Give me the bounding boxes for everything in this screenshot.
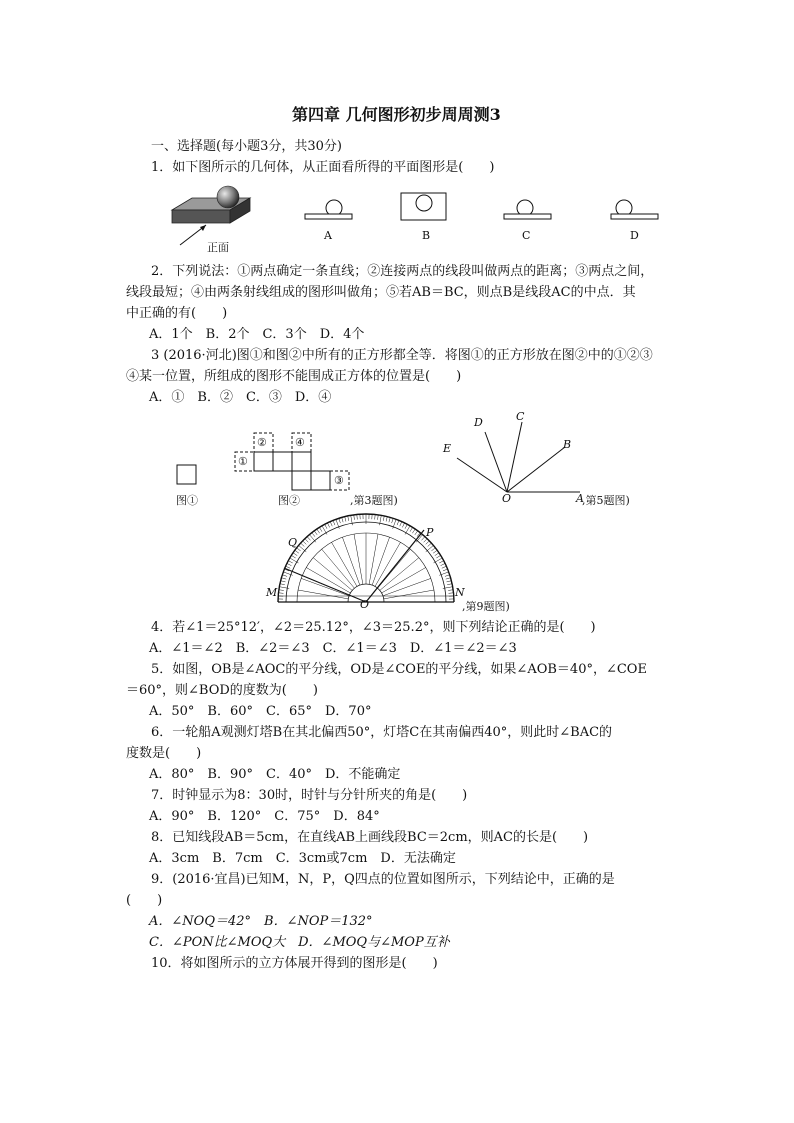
question-4-stem: 4．若∠1＝25°12′，∠2＝25.12°，∠3＝25.2°，则下列结论正确的是( ): [151, 620, 596, 635]
option-c-figure: [503, 198, 553, 220]
fig5-point-e: E: [443, 442, 452, 455]
protractor-tick: [383, 516, 384, 521]
protractor-tick: [305, 539, 308, 543]
protractor-ray: [354, 534, 363, 584]
question-3-options: A．① B．② C．③ D．④: [149, 390, 332, 405]
protractor-tick: [405, 524, 407, 528]
question-3-line-2: ④某一位置，所组成的图形不能围成正方体的位置是( ): [126, 369, 462, 384]
protractor-tick: [446, 578, 451, 579]
fig9-point-m: M: [266, 586, 278, 599]
question-5-line-2: ＝60°，则∠BOD的度数为( ): [126, 683, 318, 698]
protractor-tick: [445, 575, 450, 577]
protractor-tick: [325, 524, 327, 528]
protractor-tick: [426, 545, 434, 551]
question-9-bracket: ( ): [126, 893, 163, 908]
protractor-tick: [375, 514, 376, 519]
protractor-tick: [293, 553, 297, 556]
protractor-tick: [397, 520, 399, 525]
protractor-tick: [447, 584, 452, 585]
net-mark-2: ②: [257, 436, 267, 449]
protractor-tick: [410, 527, 413, 531]
protractor-tick: [319, 527, 322, 531]
protractor-tick: [400, 522, 402, 527]
option-b-label: B: [422, 229, 431, 242]
protractor-tick: [280, 584, 285, 585]
option-c-label: C: [522, 229, 531, 242]
net-mark-4: ④: [295, 436, 305, 449]
fig5-point-c: C: [516, 410, 525, 423]
fig3-caption: ,第3题图): [350, 494, 398, 507]
protractor-tick: [291, 555, 295, 558]
fig1-square: [176, 464, 198, 486]
net-mark-3: ③: [334, 474, 344, 487]
question-8-options: A．3cm B．7cm C．3cm或7cm D．无法确定: [149, 851, 456, 866]
net-mark-1: ①: [238, 455, 248, 468]
protractor-tick: [415, 531, 418, 535]
protractor-tick: [299, 545, 307, 551]
protractor-tick: [297, 548, 301, 551]
question-5-line-1: 5．如图，OB是∠AOC的平分线，OD是∠COE的平分线，如果∠AOB＝40°，∠COE: [151, 662, 647, 677]
protractor-tick: [354, 515, 355, 520]
question-9-stem: 9．(2016·宜昌)已知M，N，P，Q四点的位置如图所示，下列结论中，正确的是: [151, 872, 615, 887]
protractor-tick: [378, 515, 379, 520]
protractor-tick: [442, 566, 447, 568]
question-2-line-2: 线段最短；④由两条射线组成的图形叫做角；⑤若AB＝BC，则点B是线段AC的中点．其: [126, 285, 636, 300]
protractor-tick: [386, 517, 387, 522]
protractor-tick: [287, 563, 291, 565]
fig9-caption: ,第9题图): [462, 600, 510, 613]
protractor-tick: [441, 563, 445, 565]
protractor-tick: [309, 535, 315, 543]
protractor-tick: [443, 569, 448, 571]
protractor-tick: [448, 590, 453, 591]
question-8-stem: 8．已知线段AB＝5cm，在直线AB上画线段BC＝2cm，则AC的长是( ): [151, 830, 589, 845]
front-view-label: 正面: [207, 241, 229, 254]
protractor-tick: [314, 531, 317, 535]
protractor-tick: [301, 543, 305, 546]
protractor-ray: [332, 542, 358, 586]
protractor-ray: [301, 578, 349, 595]
protractor-tick: [436, 555, 440, 558]
fig1-label: 图①: [176, 494, 198, 507]
fig9-point-o: O: [360, 598, 370, 611]
protractor-tick: [348, 516, 349, 521]
fig5-point-o: O: [502, 492, 512, 505]
protractor-tick: [333, 520, 335, 525]
protractor-tick: [433, 550, 437, 553]
protractor-tick: [422, 537, 425, 541]
question-9-options-ab: A．∠NOQ＝42° B．∠NOP＝132°: [149, 914, 373, 929]
protractor-tick: [435, 553, 439, 556]
protractor-tick: [345, 517, 346, 522]
fig9-point-p: P: [426, 526, 434, 539]
protractor-tick: [449, 593, 454, 594]
protractor-tick: [342, 517, 343, 522]
protractor-ray: [383, 578, 431, 595]
protractor-tick: [278, 593, 283, 594]
protractor-tick: [281, 581, 286, 582]
fig5-angle-diagram: [440, 410, 590, 500]
protractor-tick: [357, 514, 358, 519]
question-3-line-1: 3 (2016·河北)图①和图②中所有的正方形都全等．将图①的正方形放在图②中的①②③: [151, 348, 653, 363]
option-b-figure: [400, 192, 448, 222]
protractor-ray: [384, 590, 434, 599]
fig5-point-d: D: [474, 416, 483, 429]
question-10-stem: 10．将如图所示的立方体展开得到的图形是( ): [151, 956, 438, 971]
question-6-line-2: 度数是( ): [126, 746, 202, 761]
question-7-stem: 7．时钟显示为8：30时，时针与分针所夹的角是( ): [151, 788, 468, 803]
fig2-label: 图②: [278, 494, 300, 507]
question-5-options: A．50° B．60° C．65° D．70°: [149, 704, 372, 719]
protractor-tick: [279, 590, 284, 591]
protractor-tick: [286, 566, 291, 568]
protractor-tick: [426, 541, 430, 544]
question-2-line-3: 中正确的有( ): [126, 306, 228, 321]
question-2-options: A．1个 B．2个 C．3个 D．4个: [149, 327, 365, 342]
question-1-stem: 1．如下图所示的几何体，从正面看所得的平面图形是( ): [151, 160, 495, 175]
option-a-label: A: [324, 229, 332, 242]
question-6-options: A．80° B．90° C．40° D．不能确定: [149, 767, 401, 782]
question-7-options: A．90° B．120° C．75° D．84°: [149, 809, 380, 824]
protractor-ray: [369, 534, 378, 584]
protractor-ray: [342, 537, 359, 585]
protractor-tick: [447, 581, 452, 582]
fig9-point-n: N: [455, 586, 465, 599]
page-title: 第四章 几何图形初步周周测3: [292, 105, 501, 124]
option-d-figure: [610, 198, 660, 220]
protractor-tick: [327, 523, 329, 527]
option-d-label: D: [630, 229, 639, 242]
protractor-tick: [330, 522, 332, 527]
protractor-tick: [412, 529, 415, 533]
fig5-point-a: A: [576, 492, 584, 505]
protractor-tick: [439, 561, 443, 563]
protractor-tick: [389, 517, 390, 522]
protractor-tick: [402, 523, 404, 527]
section-heading: 一、选择题(每小题3分，共30分): [151, 139, 342, 154]
protractor-tick: [317, 529, 320, 533]
protractor-tick: [281, 578, 286, 579]
protractor-tick: [339, 518, 341, 523]
protractor-tick: [288, 561, 292, 563]
protractor-tick: [431, 548, 435, 551]
protractor-tick: [424, 539, 427, 543]
protractor-ray: [372, 537, 389, 585]
question-9-options-cd: C．∠PON比∠MOQ大 D．∠MOQ与∠MOP互补: [149, 935, 450, 950]
question-2-line-1: 2．下列说法：①两点确定一条直线；②连接两点的线段叫做两点的距离；③两点之间，: [151, 264, 654, 279]
protractor-tick: [303, 541, 307, 544]
protractor-tick: [312, 533, 315, 537]
fig9-point-q: Q: [288, 536, 298, 549]
protractor-tick: [428, 543, 432, 546]
fig5-caption: ,第5题图): [582, 494, 630, 507]
fig5-point-b: B: [563, 438, 572, 451]
protractor-tick: [392, 518, 394, 523]
question-4-options: A．∠1＝∠2 B．∠2＝∠3 C．∠1＝∠3 D．∠1＝∠2＝∠3: [149, 641, 517, 656]
protractor-tick: [295, 550, 299, 553]
option-a-figure: [304, 198, 354, 220]
fig9-protractor: [273, 510, 463, 608]
question-6-line-1: 6．一轮船A观测灯塔B在其北偏西50°，灯塔C在其南偏西40°，则此时∠BAC的: [151, 725, 613, 740]
protractor-tick: [307, 537, 310, 541]
protractor-ray: [382, 568, 426, 594]
protractor-tick: [282, 575, 287, 577]
